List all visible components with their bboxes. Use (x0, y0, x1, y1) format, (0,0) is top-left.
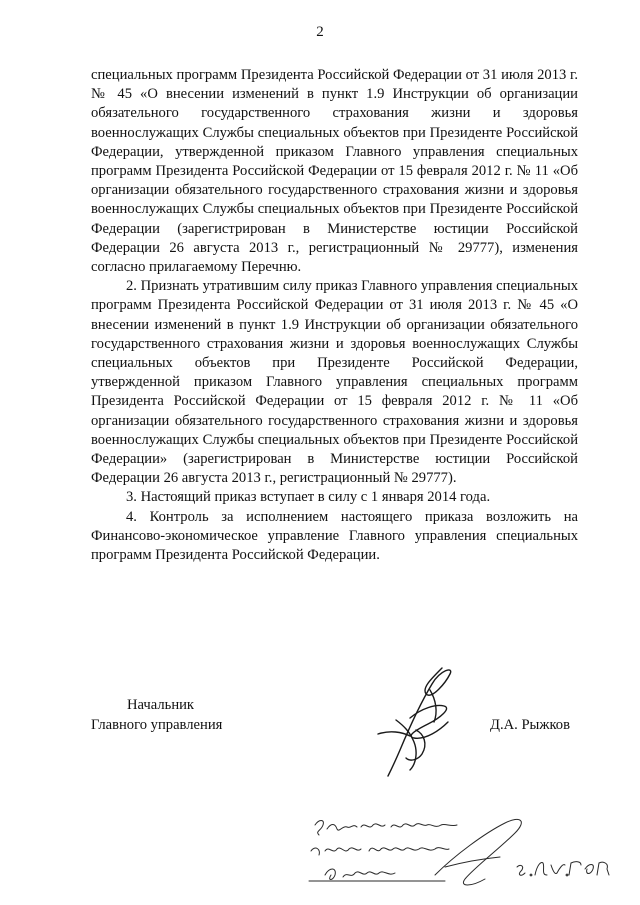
document-body (91, 66, 578, 565)
handwritten-note-icon (285, 805, 615, 900)
page-number: 2 (316, 24, 324, 40)
paragraph-item-2: 2. Признать утратившим силу приказ Главного управления специальных программ Президента Российской Федерации от 31 июля 2013 г. № 45 «О внесении изменений в пункт 1.9 Инструкции об организации обязательного государственного страхования жизни и здоровья военнослужащих Службы специальных объектов при Президенте Российской Федерации, утвержденной приказом Главного управления специальных программ Президента Российской Федерации от 15 февраля 2012 г. № 11 «Об организации обязательного государственного страхования жизни и здоровья военнослужащих Службы специальных объектов при Президенте Российской Федерации» (зарегистрирован в Министерстве юстиции Российской Федерации 26 августа 2013 г., регистрационный № 29777). (91, 278, 578, 487)
signatory-name: Д.А. Рыжков (490, 717, 570, 733)
signatory-title-line1: Начальник (127, 697, 195, 713)
paragraph-item-3: 3. Настоящий приказ вступает в силу с 1 января 2014 года. (126, 489, 491, 506)
signatory-title (91, 696, 222, 735)
paragraph-item-4: 4. Контроль за исполнением настоящего приказа возложить на Финансово-экономическое управление Главного управления специальных программ Президента Российской Федерации. (91, 508, 578, 564)
paragraph-continuation: специальных программ Президента Российской Федерации от 31 июля 2013 г. № 45 «О внесении изменений в пункт 1.9 Инструкции об организации обязательного государственного страхования жизни и здоровья военнослужащих Службы специальных объектов при Президенте Российской Федерации, утвержденной приказом Главного управления специальных программ Президента Российской Федерации от 15 февраля 2012 г. № 11 «Об организации обязательного государственного страхования жизни и здоровья военнослужащих Службы специальных объектов при Президенте Российской Федерации (зарегистрирован в Министерстве юстиции Российской Федерации 26 августа 2013 г., регистрационный № 29777), изменения согласно прилагаемому Перечню. (91, 67, 578, 276)
signature-icon (370, 660, 480, 780)
signatory-title-line2: Главного управления (91, 716, 223, 733)
